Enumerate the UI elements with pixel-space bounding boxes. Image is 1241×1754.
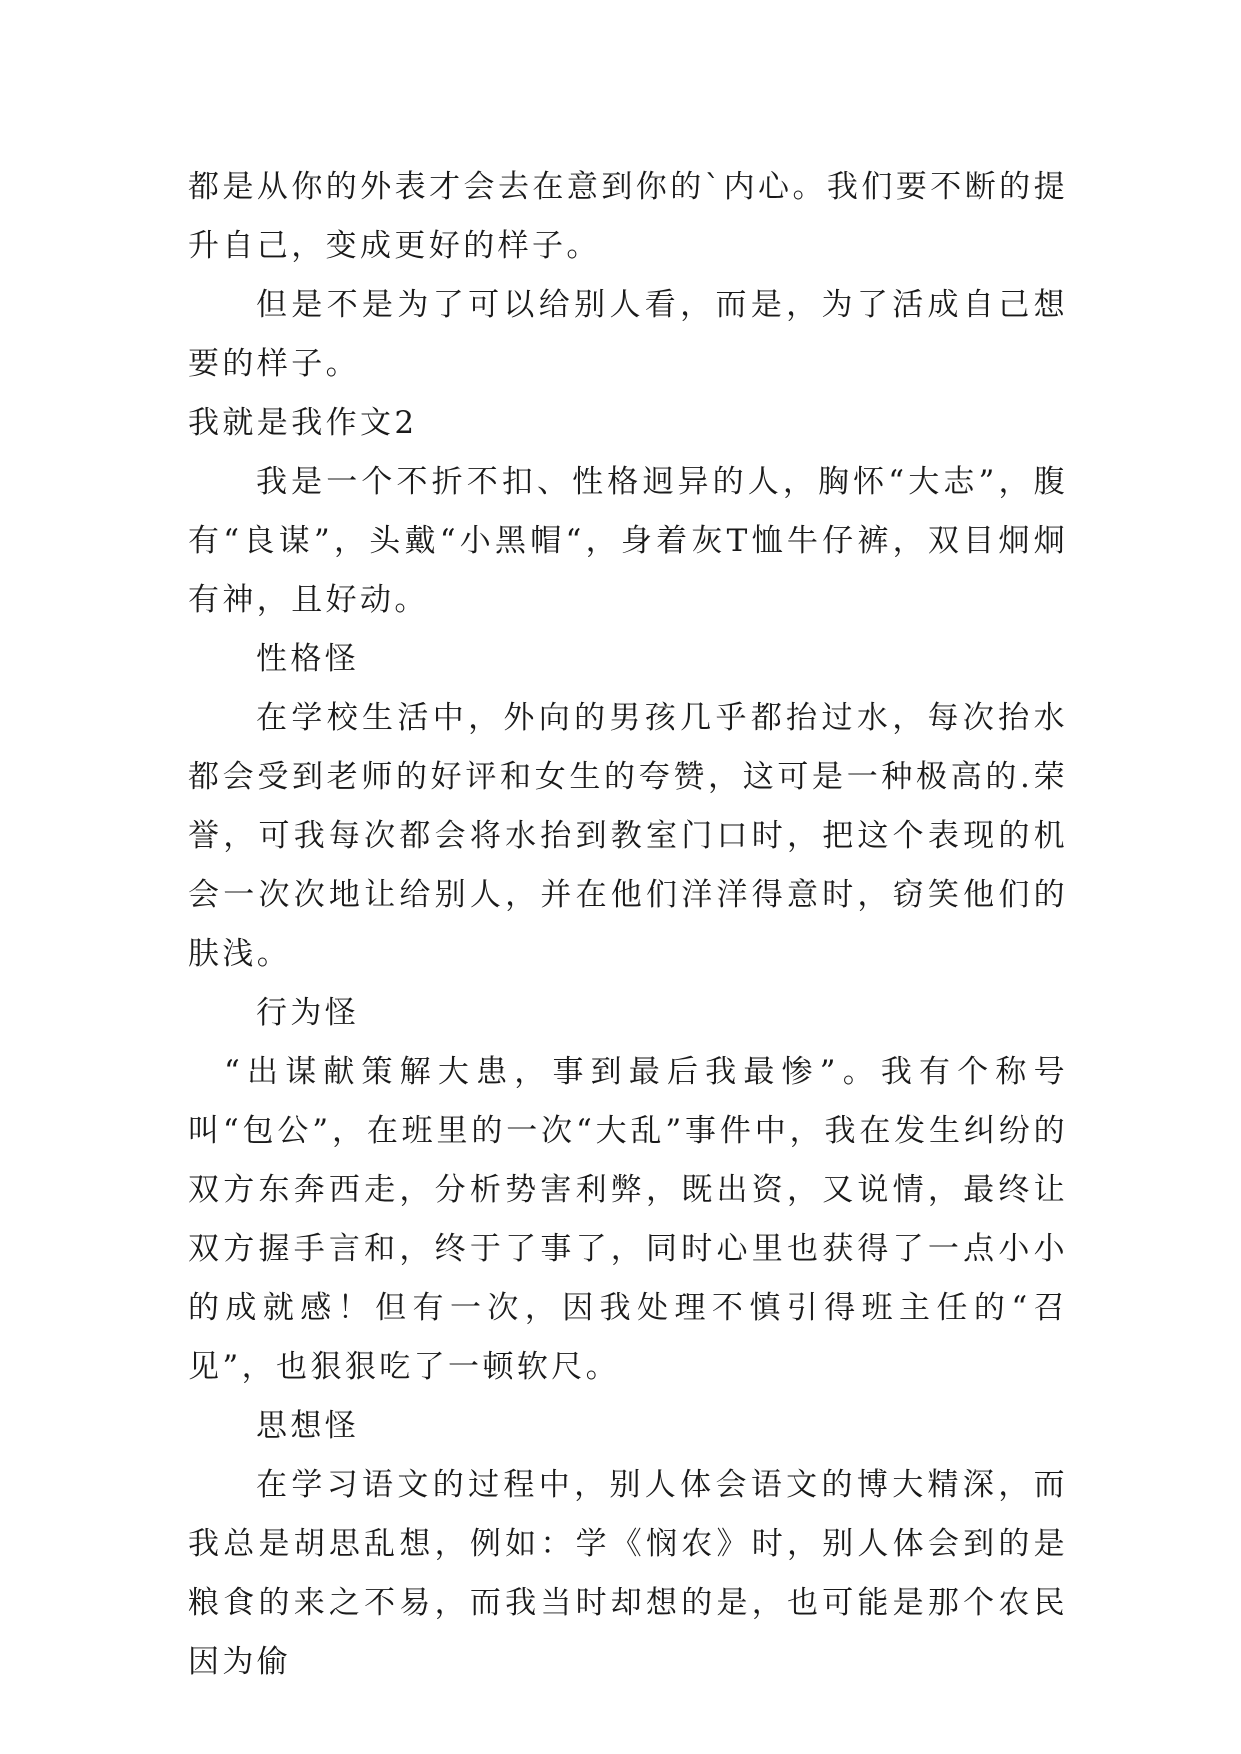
paragraph: “出谋献策解大患，事到最后我最惨”。我有个称号叫“包公”，在班里的一次“大乱”事件中，我在发生纠纷的双方东奔西走，分析势害利弊，既出资，又说情，最终让双方握手言和，终于了事了，同时心里也获得了一点小小的成就感！但有一次，因我处理不慎引得班主任的“召见”，也狠狠吃了一顿软尺。 bbox=[188, 1054, 1068, 1385]
paragraph: 在学习语文的过程中，别人体会语文的博大精深，而我总是胡思乱想，例如：学《悯农》时，别人体会到的是粮食的来之不易，而我当时却想的是，也可能是那个农民因为偷 bbox=[188, 1467, 1068, 1680]
essay-title: 我就是我作文2 bbox=[188, 405, 418, 441]
paragraph: 我是一个不折不扣、性格迥异的人，胸怀“大志”，腹有“良谋”，头戴“小黑帽“，身着灰T恤牛仔裤，双目炯炯有神，且好动。 bbox=[188, 464, 1068, 618]
section-heading: 行为怪 bbox=[256, 995, 360, 1031]
paragraph-continuation: 都是从你的外表才会去在意到你的`内心。我们要不断的提升自己，变成更好的样子。 bbox=[188, 169, 1068, 264]
section-heading: 性格怪 bbox=[256, 641, 360, 677]
paragraph: 但是不是为了可以给别人看，而是，为了活成自己想要的样子。 bbox=[188, 287, 1068, 382]
section-heading: 思想怪 bbox=[256, 1408, 360, 1444]
paragraph: 在学校生活中，外向的男孩几乎都抬过水，每次抬水都会受到老师的好评和女生的夸赞，这可是一种极高的.荣誉，可我每次都会将水抬到教室门口时，把这个表现的机会一次次地让给别人，并在他们洋洋得意时，窃笑他们的肤浅。 bbox=[188, 700, 1068, 972]
document-body bbox=[188, 158, 1068, 1692]
